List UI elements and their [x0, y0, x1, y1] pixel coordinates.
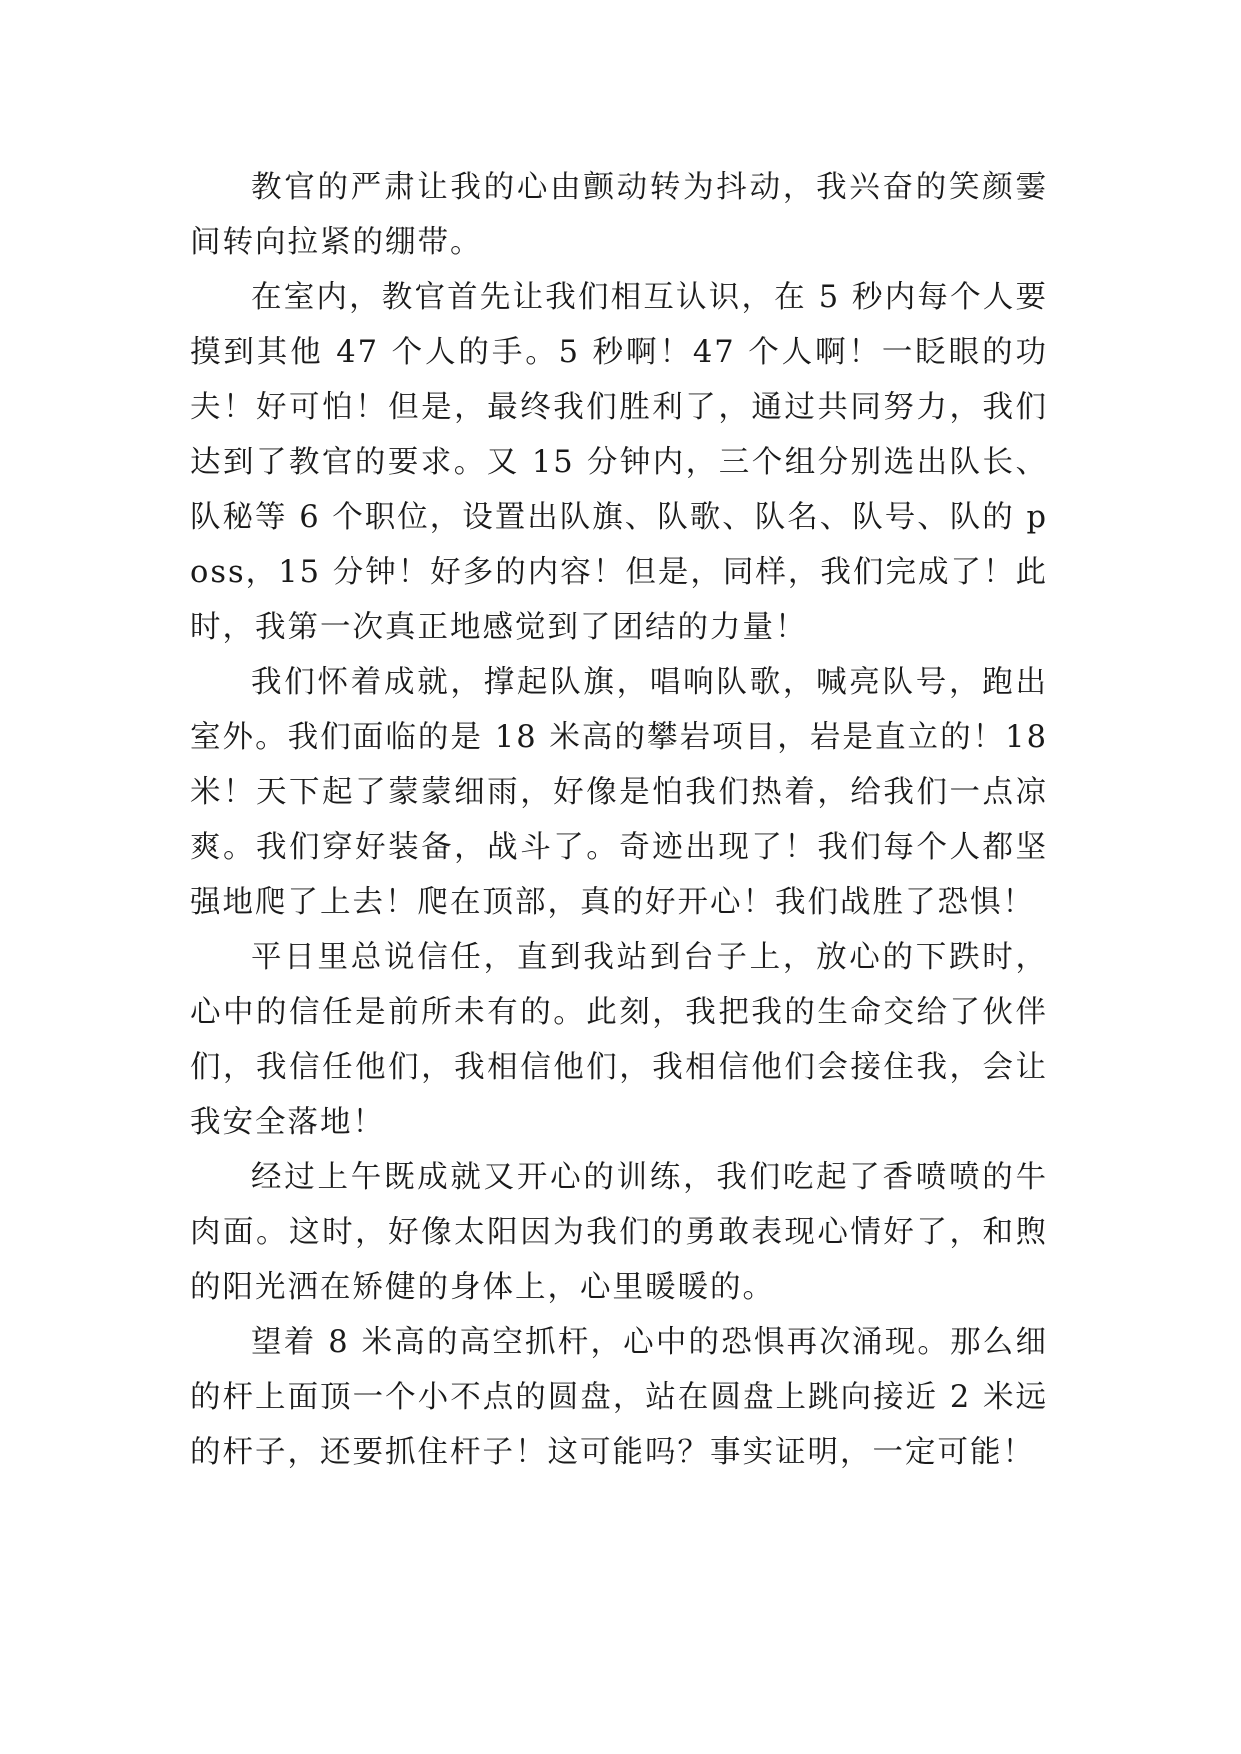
paragraph: 教官的严肃让我的心由颤动转为抖动，我兴奋的笑颜霎间转向拉紧的绷带。 [190, 170, 1048, 260]
paragraph: 经过上午既成就又开心的训练，我们吃起了香喷喷的牛肉面。这时，好像太阳因为我们的勇敢表现心情好了，和煦的阳光洒在矫健的身体上，心里暖暖的。 [190, 1160, 1048, 1305]
paragraph: 平日里总说信任，直到我站到台子上，放心的下跌时，心中的信任是前所未有的。此刻，我把我的生命交给了伙伴们，我信任他们，我相信他们，我相信他们会接住我，会让我安全落地！ [190, 940, 1048, 1140]
paragraph: 在室内，教官首先让我们相互认识，在 5 秒内每个人要摸到其他 47 个人的手。5 秒啊！47 个人啊！一眨眼的功夫！好可怕！但是，最终我们胜利了，通过共同努力，我们达到了教官的要求。又 15 分钟内，三个组分别选出队长、队秘等 6 个职位，设置出队旗、队歌、队名、队号、队的 poss，15 分钟！好多的内容！但是，同样，我们完成了！此时，我第一次真正地感觉到了团结的力量！ [190, 280, 1049, 645]
document-body [190, 160, 1048, 1480]
paragraph: 我们怀着成就，撑起队旗，唱响队歌，喊亮队号，跑出室外。我们面临的是 18 米高的攀岩项目，岩是直立的！18 米！天下起了蒙蒙细雨，好像是怕我们热着，给我们一点凉爽。我们穿好装备，战斗了。奇迹出现了！我们每个人都坚强地爬了上去！爬在顶部，真的好开心！我们战胜了恐惧！ [190, 665, 1048, 920]
paragraph: 望着 8 米高的高空抓杆，心中的恐惧再次涌现。那么细的杆上面顶一个小不点的圆盘，站在圆盘上跳向接近 2 米远的杆子，还要抓住杆子！这可能吗？事实证明，一定可能！ [190, 1325, 1048, 1470]
